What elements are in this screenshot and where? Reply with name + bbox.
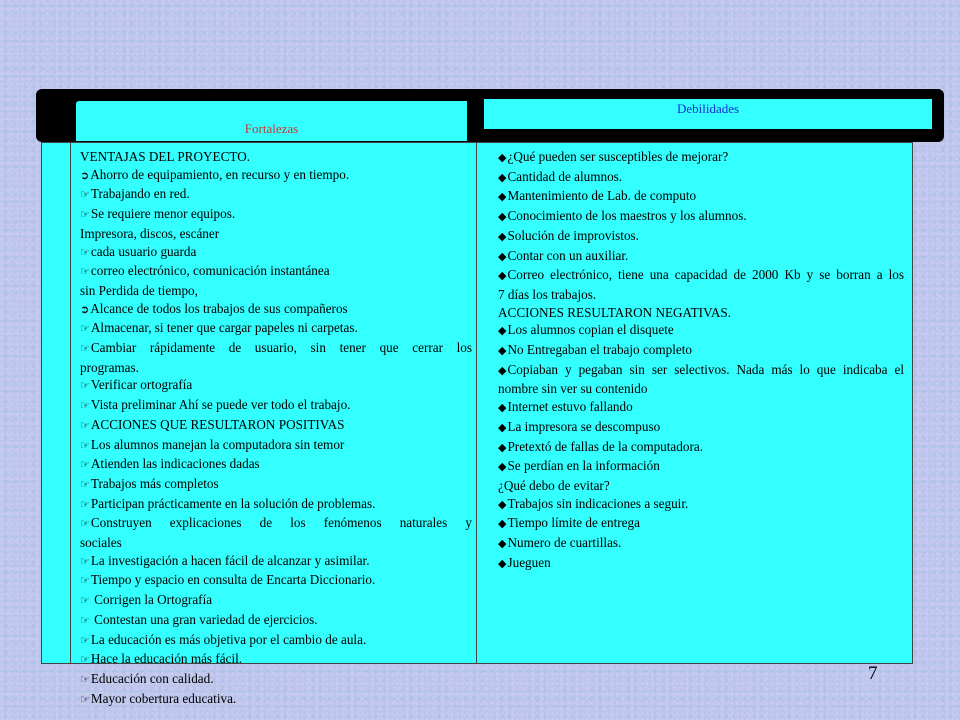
column-divider-middle xyxy=(476,143,477,663)
list-item-text: La investigación a hacen fácil de alcanzar y asimilar. xyxy=(90,552,370,568)
list-item xyxy=(80,690,472,710)
hand-pointing-icon: ☞ xyxy=(80,518,90,531)
list-item xyxy=(498,361,904,381)
list-item xyxy=(498,554,904,574)
list-item-text: Almacenar, si tener que cargar papeles ni carpetas. xyxy=(90,320,358,336)
list-item-text: Copiaban y pegaban sin ser selectivos. Nada más lo que indicaba el xyxy=(507,361,904,377)
diamond-icon: ◆ xyxy=(498,557,507,570)
hand-pointing-icon: ☞ xyxy=(80,266,90,279)
list-item-text: Trabajos más completos xyxy=(90,475,219,491)
list-item-text: Trabajando en red. xyxy=(90,186,190,202)
list-item-text: Cambiar rápidamente de usuario, sin tener que cerrar los xyxy=(90,340,472,356)
list-item-text: Contar con un auxiliar. xyxy=(507,247,629,263)
diamond-icon: ◆ xyxy=(498,538,507,551)
list-item-text: cada usuario guarda xyxy=(90,243,197,259)
list-item-text: ACCIONES RESULTARON NEGATIVAS. xyxy=(498,304,732,320)
hand-pointing-icon: ☞ xyxy=(80,693,90,706)
list-item-text: Corrigen la Ortografía xyxy=(90,592,213,608)
list-item xyxy=(80,396,472,416)
list-item-text: nombre sin ver su contenido xyxy=(498,381,648,397)
list-item xyxy=(80,262,472,282)
list-item-text: Trabajos sin indicaciones a seguir. xyxy=(507,495,689,511)
diamond-icon: ◆ xyxy=(498,191,507,204)
debilidades-title: Debilidades xyxy=(676,101,740,116)
list-item xyxy=(80,416,472,436)
list-item xyxy=(498,148,904,168)
list-item-text: programas. xyxy=(80,359,139,375)
list-item xyxy=(80,339,472,359)
fortalezas-header xyxy=(75,100,468,142)
list-item-text: Ahorro de equipamiento, en recurso y en tiempo. xyxy=(90,166,350,182)
hand-pointing-icon: ☞ xyxy=(80,498,90,511)
hand-pointing-icon: ☞ xyxy=(80,189,90,202)
list-item xyxy=(498,304,904,322)
list-item-text: Atienden las indicaciones dadas xyxy=(90,456,260,472)
list-item xyxy=(498,168,904,188)
list-item xyxy=(80,205,472,225)
list-item-text: VENTAJAS DEL PROYECTO. xyxy=(80,149,251,164)
list-item xyxy=(498,438,904,458)
hand-pointing-icon: ☞ xyxy=(80,575,90,588)
list-item-text: Construyen explicaciones de los fenómenos naturales y xyxy=(90,515,472,531)
list-item-text: La educación es más objetiva por el cambio de aula. xyxy=(90,631,367,647)
list-item xyxy=(80,166,472,186)
diamond-icon: ◆ xyxy=(498,402,507,415)
list-item-text: No Entregaban el trabajo completo xyxy=(507,342,693,358)
list-item xyxy=(80,148,472,166)
list-item-text: Hace la educación más fácil. xyxy=(90,651,243,667)
list-item xyxy=(498,534,904,554)
hand-pointing-icon: ☞ xyxy=(80,654,90,667)
hand-pointing-icon: ☞ xyxy=(80,343,90,356)
list-item-text: Jueguen xyxy=(507,554,551,570)
diamond-icon: ◆ xyxy=(498,461,507,474)
list-item xyxy=(498,495,904,515)
diamond-icon: ◆ xyxy=(498,270,507,283)
list-item-text: Tiempo límite de entrega xyxy=(507,515,640,531)
list-item xyxy=(498,321,904,341)
column-divider-left xyxy=(70,143,71,663)
debilidades-header xyxy=(483,98,933,130)
list-item-text: Contestan una gran variedad de ejercicios. xyxy=(90,611,318,627)
list-item-text: Se requiere menor equipos. xyxy=(90,206,236,222)
list-item-text: Pretextó de fallas de la computadora. xyxy=(507,438,704,454)
diamond-icon: ◆ xyxy=(498,152,507,164)
content-table xyxy=(41,142,913,706)
list-item-text: ¿Qué debo de evitar? xyxy=(498,477,610,493)
list-item xyxy=(498,341,904,361)
list-item-text: Cantidad de alumnos. xyxy=(507,168,623,184)
list-item xyxy=(80,475,472,495)
arrow-right-icon: ➲ xyxy=(80,303,90,316)
page-number: 7 xyxy=(868,663,878,684)
list-item xyxy=(80,631,472,651)
list-item xyxy=(498,514,904,534)
list-item xyxy=(498,187,904,207)
debilidades-column xyxy=(498,148,904,573)
diamond-icon: ◆ xyxy=(498,421,507,434)
hand-pointing-icon: ☞ xyxy=(80,439,90,452)
list-item xyxy=(80,282,472,300)
list-item-text: Alcance de todos los trabajos de sus compañeros xyxy=(90,300,348,316)
hand-pointing-icon: ☞ xyxy=(80,459,90,472)
hand-pointing-icon: ☞ xyxy=(80,673,90,686)
list-item xyxy=(80,514,472,534)
list-item xyxy=(498,266,904,286)
list-item xyxy=(80,495,472,515)
list-item xyxy=(498,457,904,477)
list-item xyxy=(80,436,472,456)
list-item xyxy=(80,552,472,572)
fortalezas-column xyxy=(80,148,472,709)
list-item xyxy=(80,300,472,320)
hand-pointing-icon: ☞ xyxy=(80,419,90,432)
list-item-text: Conocimiento de los maestros y los alumnos. xyxy=(507,208,747,224)
list-item xyxy=(80,591,472,611)
diamond-icon: ◆ xyxy=(498,325,507,338)
hand-pointing-icon: ☞ xyxy=(80,595,90,608)
list-item-text: Se perdían en la información xyxy=(507,458,660,474)
list-item xyxy=(498,398,904,418)
list-item-text: Vista preliminar Ahí se puede ver todo el trabajo. xyxy=(90,397,351,413)
list-item-text: Impresora, discos, escáner xyxy=(80,225,220,241)
diamond-icon: ◆ xyxy=(498,498,507,511)
list-item-text: Numero de cuartillas. xyxy=(507,535,622,551)
diamond-icon: ◆ xyxy=(498,441,507,454)
fortalezas-title: Fortalezas xyxy=(244,121,299,136)
list-item-text: Mayor cobertura educativa. xyxy=(90,690,237,706)
list-item xyxy=(498,477,904,495)
list-item xyxy=(80,611,472,631)
list-item xyxy=(80,376,472,396)
list-item-text: sin Perdida de tiempo, xyxy=(80,282,198,298)
hand-pointing-icon: ☞ xyxy=(80,380,90,393)
list-item xyxy=(498,207,904,227)
list-item-text: sociales xyxy=(80,535,122,551)
hand-pointing-icon: ☞ xyxy=(80,209,90,222)
diamond-icon: ◆ xyxy=(498,518,507,531)
list-item-text: Participan prácticamente en la solución de problemas. xyxy=(90,495,376,511)
diamond-icon: ◆ xyxy=(498,250,507,263)
list-item-text: Verificar ortografía xyxy=(90,377,193,393)
hand-pointing-icon: ☞ xyxy=(80,323,90,336)
list-item xyxy=(80,670,472,690)
list-item xyxy=(498,247,904,267)
list-item-text: Educación con calidad. xyxy=(90,670,214,686)
arrow-right-icon: ➲ xyxy=(80,169,90,182)
list-item xyxy=(80,571,472,591)
list-item-text: Tiempo y espacio en consulta de Encarta Diccionario. xyxy=(90,572,376,588)
list-item xyxy=(80,534,472,552)
list-item xyxy=(80,225,472,243)
hand-pointing-icon: ☞ xyxy=(80,478,90,491)
list-item xyxy=(498,380,904,398)
list-item-text: Correo electrónico, tiene una capacidad de 2000 Kb y se borran a los xyxy=(507,267,904,283)
diamond-icon: ◆ xyxy=(498,171,507,184)
list-item-text: 7 días los trabajos. xyxy=(498,286,597,302)
diamond-icon: ◆ xyxy=(498,345,507,358)
list-item-text: ACCIONES QUE RESULTARON POSITIVAS xyxy=(90,416,345,432)
list-item-text: correo electrónico, comunicación instantánea xyxy=(90,263,330,279)
list-item xyxy=(80,650,472,670)
list-item xyxy=(498,227,904,247)
list-item-text: Solución de improvistos. xyxy=(507,227,639,243)
list-item xyxy=(80,455,472,475)
hand-pointing-icon: ☞ xyxy=(80,614,90,627)
list-item-text: Los alumnos manejan la computadora sin temor xyxy=(90,436,345,452)
list-item xyxy=(80,359,472,377)
diamond-icon: ◆ xyxy=(498,230,507,243)
list-item xyxy=(80,185,472,205)
hand-pointing-icon: ☞ xyxy=(80,634,90,647)
list-item xyxy=(498,286,904,304)
list-item xyxy=(80,243,472,263)
list-item-text: Internet estuvo fallando xyxy=(507,399,633,415)
list-item-text: ¿Qué pueden ser susceptibles de mejorar? xyxy=(507,149,729,164)
hand-pointing-icon: ☞ xyxy=(80,555,90,568)
diamond-icon: ◆ xyxy=(498,364,507,377)
list-item-text: Los alumnos copian el disquete xyxy=(507,322,674,338)
list-item xyxy=(498,418,904,438)
hand-pointing-icon: ☞ xyxy=(80,246,90,259)
diamond-icon: ◆ xyxy=(498,211,507,224)
list-item-text: La impresora se descompuso xyxy=(507,418,661,434)
list-item xyxy=(80,319,472,339)
hand-pointing-icon: ☞ xyxy=(80,400,90,413)
list-item-text: Mantenimiento de Lab. de computo xyxy=(507,188,697,204)
